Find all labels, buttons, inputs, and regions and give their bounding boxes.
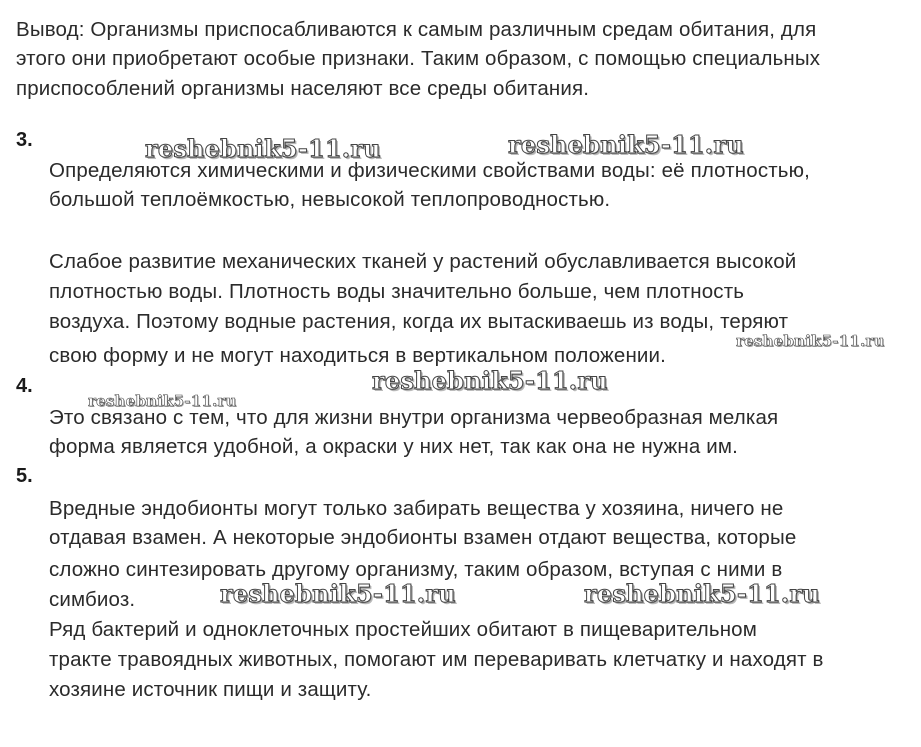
section-3-p1-line-2: большой теплоёмкостью, невысокой теплопроводностью. (49, 188, 611, 211)
watermark: reshebnik5-11.ru (372, 366, 608, 395)
section-4-number: 4. (16, 375, 33, 397)
section-5-p2-line-2: тракте травоядных животных, помогают им переваривать клетчатку и находят в (49, 648, 824, 671)
section-5-p2-line-3: хозяине источник пищи и защиту. (49, 678, 372, 701)
section-4-p1-line-1: Это связано с тем, что для жизни внутри организма червеобразная мелкая (49, 406, 779, 429)
section-3-number: 3. (16, 129, 33, 151)
section-5-p1-line-3: сложно синтезировать другому организму, таким образом, вступая с ними в (49, 558, 783, 581)
section-3-p2-line-2: плотностью воды. Плотность воды значительно больше, чем плотность (49, 280, 745, 303)
section-5-number: 5. (16, 465, 33, 487)
section-3-p2-line-1: Слабое развитие механических тканей у растений обуславливается высокой (49, 250, 797, 273)
watermark: reshebnik5-11.ru (220, 579, 456, 608)
conclusion-line-3: приспособлений организмы населяют все среды обитания. (16, 77, 590, 100)
watermark: reshebnik5-11.ru (88, 392, 237, 410)
section-5-p2-line-1: Ряд бактерий и одноклеточных простейших обитают в пищеварительном (49, 618, 757, 641)
conclusion-line-1: Вывод: Организмы приспосабливаются к самым различным средам обитания, для (16, 18, 817, 41)
section-5-p1-line-4: симбиоз. (49, 588, 136, 611)
section-4-p1-line-2: форма является удобной, а окраски у них нет, так как она не нужна им. (49, 435, 738, 458)
section-3-p1-line-1: Определяются химическими и физическими свойствами воды: её плотностью, (49, 159, 810, 182)
section-5-p1-line-1: Вредные эндобионты могут только забирать вещества у хозяина, ничего не (49, 497, 784, 520)
watermark: reshebnik5-11.ru (145, 134, 381, 163)
watermark: reshebnik5-11.ru (736, 332, 885, 350)
watermark: reshebnik5-11.ru (584, 579, 820, 608)
section-3-p2-line-4: свою форму и не могут находиться в вертикальном положении. (49, 344, 666, 367)
watermark: reshebnik5-11.ru (508, 130, 744, 159)
section-5-p1-line-2: отдавая взамен. А некоторые эндобионты взамен отдают вещества, которые (49, 526, 797, 549)
section-3-p2-line-3: воздуха. Поэтому водные растения, когда их вытаскиваешь из воды, теряют (49, 310, 789, 333)
conclusion-line-2: этого они приобретают особые признаки. Таким образом, с помощью специальных (16, 47, 821, 70)
